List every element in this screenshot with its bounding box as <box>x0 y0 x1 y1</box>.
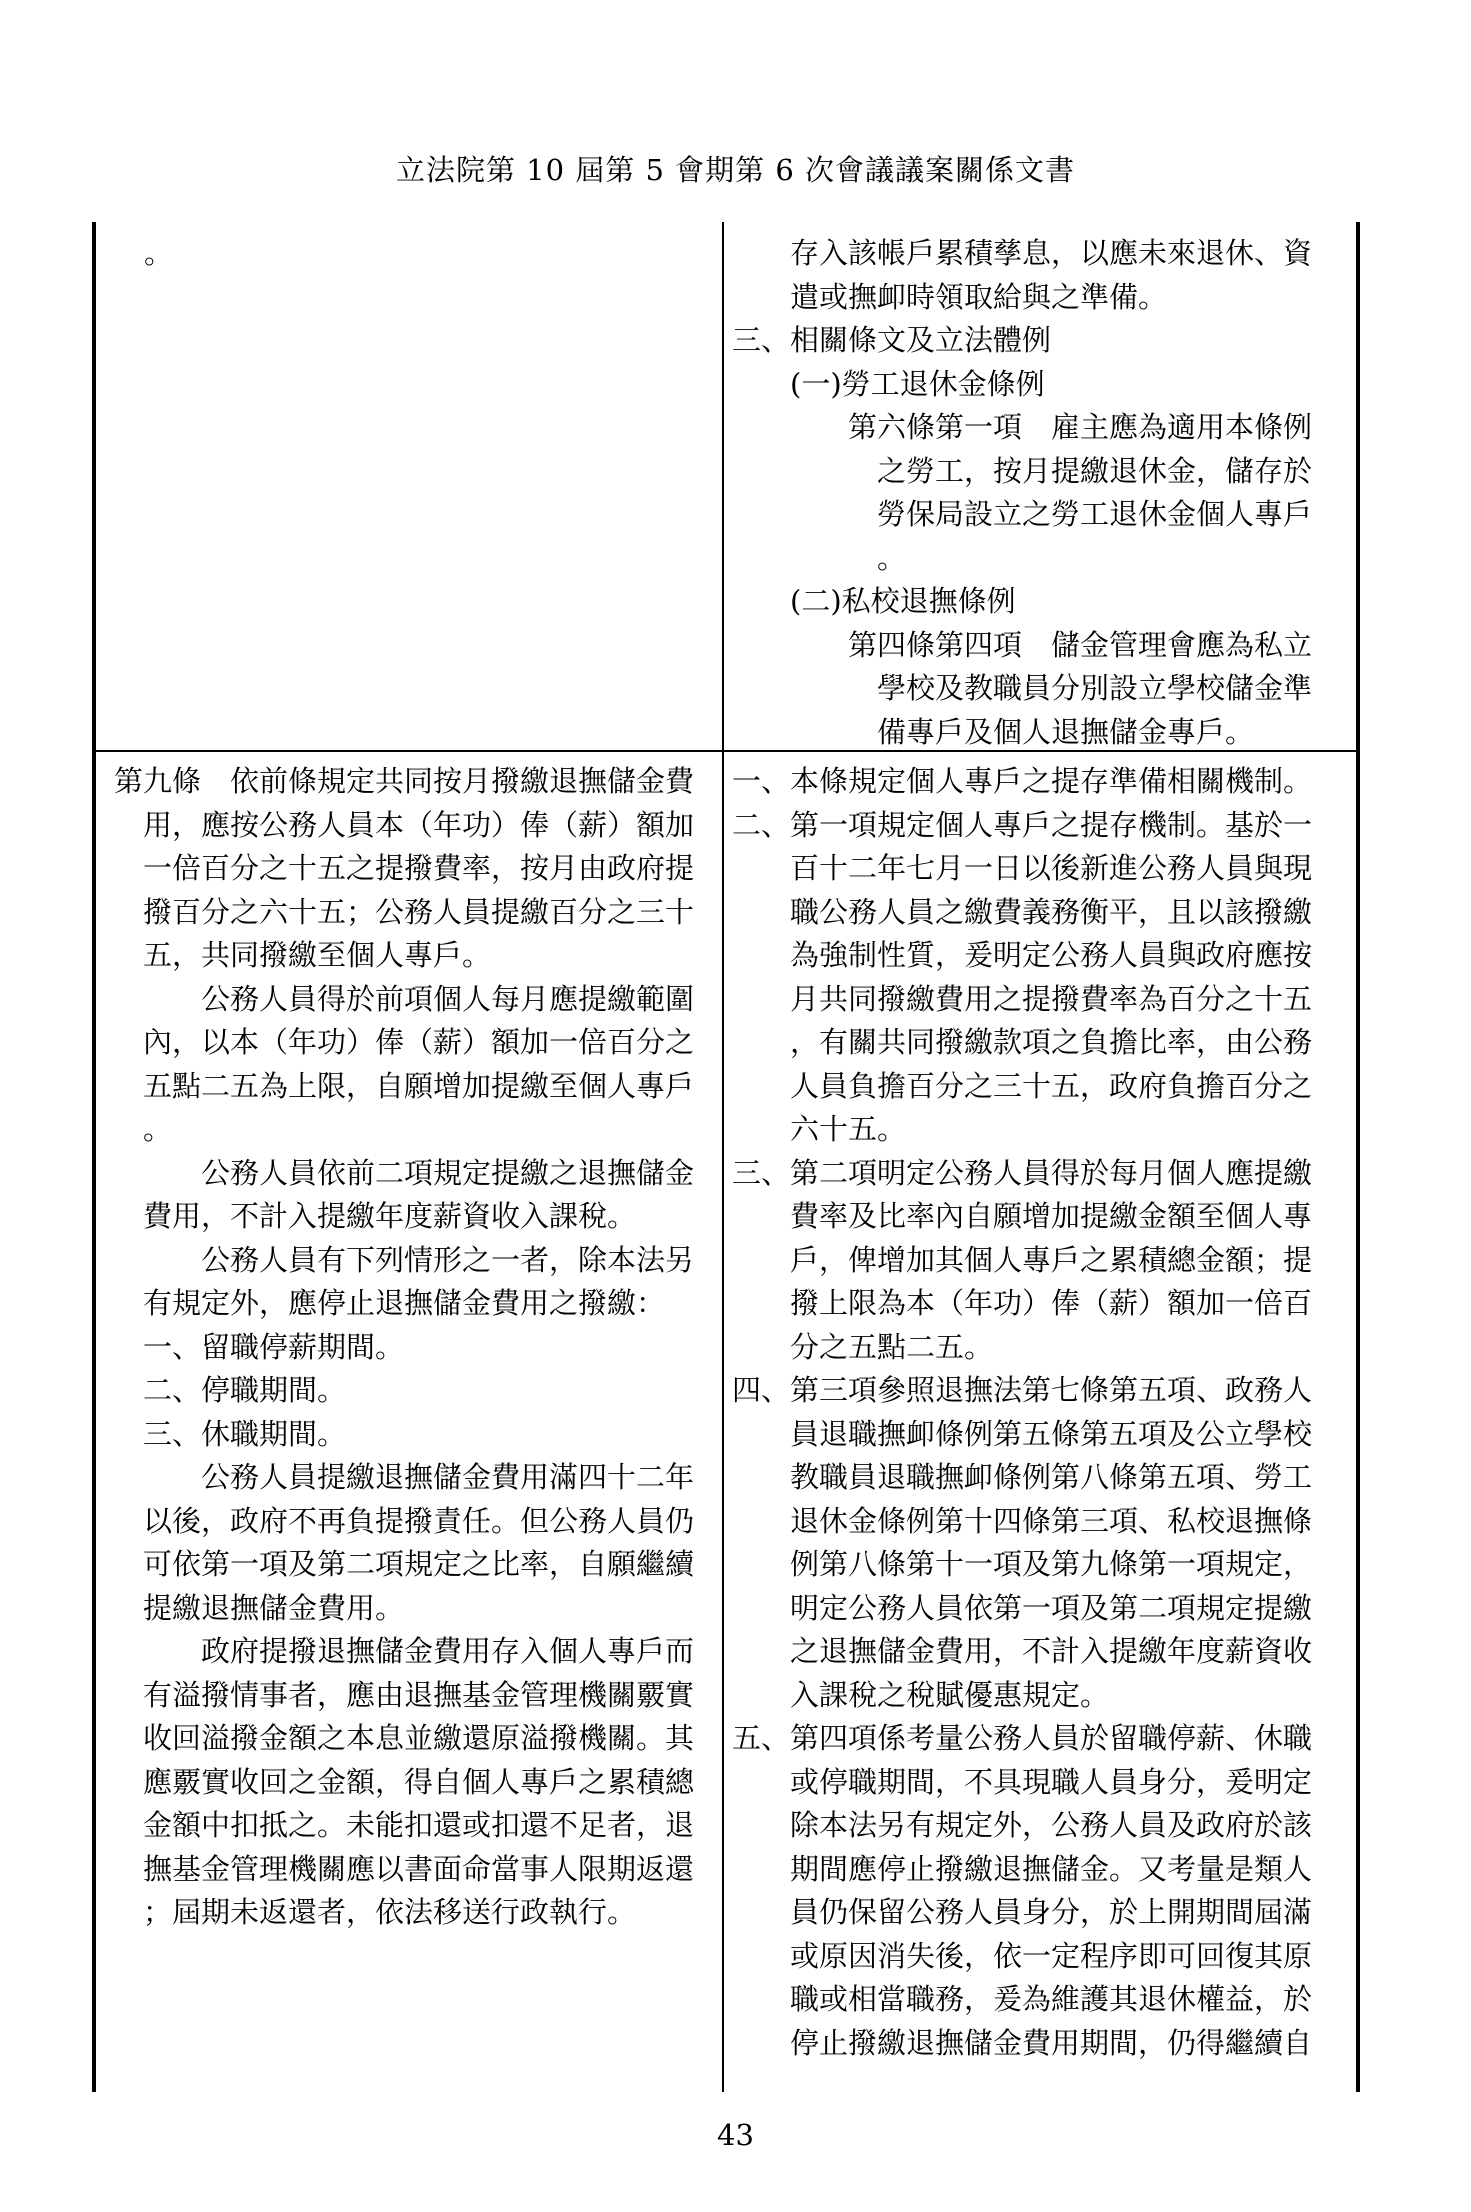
text-line: 月共同撥繳費用之提撥費率為百分之十五 <box>790 981 1313 1016</box>
comparison-table <box>92 222 1360 2092</box>
explanation-item: 一、本條規定個人專戶之提存準備相關機制。 <box>732 764 1313 798</box>
text-line: 戶，俾增加其個人專戶之累積總金額；提 <box>790 1242 1313 1277</box>
text-line: 用，應按公務人員本（年功）俸（薪）額加 <box>143 807 695 842</box>
text-line: 撫基金管理機關應以書面命當事人限期返還 <box>143 1851 695 1886</box>
text-line: 分之五點二五。 <box>790 1329 994 1364</box>
text-line: 收回溢撥金額之本息並繳還原溢撥機關。其 <box>143 1721 695 1755</box>
article-heading: 第九條 依前條規定共同按月撥繳退撫儲金費 <box>114 764 695 798</box>
page-header: 立法院第 10 屆第 5 會期第 6 次會議議案關係文書 <box>395 153 1076 187</box>
text-line: 為強制性質，爰明定公務人員與政府應按 <box>790 938 1313 972</box>
text-line: 金額中扣抵之。未能扣還或扣還不足者，退 <box>143 1808 695 1842</box>
text-line: ，有關共同撥繳款項之負擔比率，由公務 <box>790 1025 1313 1059</box>
text-line: 。 <box>143 1112 173 1146</box>
list-item: 三、休職期間。 <box>143 1416 347 1451</box>
text-line: 費用，不計入提繳年度薪資收入課稅。 <box>143 1199 637 1233</box>
text-line: 第四條第四項 儲金管理會應為私立 <box>848 627 1313 662</box>
text-line: 可依第一項及第二項規定之比率，自願繼續 <box>143 1547 695 1581</box>
explanation-item: 五、第四項係考量公務人員於留職停薪、休職 <box>732 1721 1313 1755</box>
text-line: 。 <box>144 236 174 270</box>
text-line: 備專戶及個人退撫儲金專戶。 <box>877 714 1255 749</box>
text-line: 入課稅之稅賦優惠規定。 <box>790 1677 1110 1712</box>
text-line: 之退撫儲金費用，不計入提繳年度薪資收 <box>790 1634 1313 1668</box>
text-line: 撥百分之六十五；公務人員提繳百分之三十 <box>143 894 695 929</box>
text-line: 公務人員依前二項規定提繳之退撫儲金 <box>201 1155 695 1190</box>
subsection-heading: (二)私校退撫條例 <box>790 584 1016 618</box>
list-item: 二、停職期間。 <box>143 1373 347 1407</box>
text-line: 或原因消失後，依一定程序即可回復其原 <box>790 1938 1313 1973</box>
text-line: 公務人員得於前項個人每月應提繳範圍 <box>201 981 695 1016</box>
text-line: 五點二五為上限，自願增加提繳至個人專戶 <box>143 1068 695 1103</box>
text-line: 提繳退撫儲金費用。 <box>143 1590 405 1625</box>
table-left-border <box>92 222 96 2092</box>
text-line: 明定公務人員依第一項及第二項規定提繳 <box>790 1590 1313 1625</box>
explanation-item: 三、第二項明定公務人員得於每月個人應提繳 <box>732 1155 1313 1190</box>
text-line: 第六條第一項 雇主應為適用本條例 <box>848 410 1313 444</box>
text-line: 學校及教職員分別設立學校儲金準 <box>877 671 1313 705</box>
row2-left-cell <box>114 760 704 1935</box>
text-line: 員仍保留公務人員身分，於上開期間屆滿 <box>790 1895 1313 1929</box>
text-line: 有規定外，應停止退撫儲金費用之撥繳： <box>143 1286 666 1320</box>
text-line: 費率及比率內自願增加提繳金額至個人專 <box>790 1199 1313 1233</box>
section-heading: 三、相關條文及立法體例 <box>732 323 1052 357</box>
text-line: 應覈實收回之金額，得自個人專戶之累積總 <box>143 1764 695 1799</box>
text-line: 以後，政府不再負提撥責任。但公務人員仍 <box>143 1503 695 1538</box>
text-line: 教職員退職撫卹條例第八條第五項、勞工 <box>790 1460 1313 1494</box>
list-item: 一、留職停薪期間。 <box>143 1329 405 1364</box>
text-line: 撥上限為本（年功）俸（薪）額加一倍百 <box>790 1286 1313 1320</box>
text-line: 期間應停止撥繳退撫儲金。又考量是類人 <box>790 1851 1313 1886</box>
text-line: ；屆期未返還者，依法移送行政執行。 <box>143 1895 637 1929</box>
explanation-item: 四、第三項參照退撫法第七條第五項、政務人 <box>732 1373 1313 1407</box>
page-number: 43 <box>717 2118 754 2152</box>
table-column-divider <box>722 222 724 2092</box>
text-line: 。 <box>877 540 907 575</box>
text-line: 勞保局設立之勞工退休金個人專戶 <box>877 497 1313 531</box>
text-line: 除本法另有規定外，公務人員及政府於該 <box>790 1808 1313 1842</box>
text-line: 公務人員有下列情形之一者，除本法另 <box>201 1242 695 1277</box>
text-line: 有溢撥情事者，應由退撫基金管理機關覈實 <box>143 1677 695 1712</box>
explanation-item: 二、第一項規定個人專戶之提存機制。基於一 <box>732 807 1313 842</box>
text-line: 職或相當職務，爰為維護其退休權益，於 <box>790 1982 1313 2016</box>
text-line: 政府提撥退撫儲金費用存入個人專戶而 <box>201 1634 695 1668</box>
text-line: 五，共同撥繳至個人專戶。 <box>143 938 492 972</box>
row2-right-cell <box>732 760 1342 2065</box>
text-line: 人員負擔百分之三十五，政府負擔百分之 <box>790 1068 1313 1103</box>
text-line: 停止撥繳退撫儲金費用期間，仍得繼續自 <box>790 2025 1313 2060</box>
text-line: 退休金條例第十四條第三項、私校退撫條 <box>790 1503 1313 1538</box>
row1-left-cell <box>144 232 704 276</box>
text-line: 或停職期間，不具現職人員身分，爰明定 <box>790 1764 1313 1799</box>
subsection-heading: (一)勞工退休金條例 <box>790 366 1045 401</box>
row1-right-cell <box>732 232 1342 754</box>
text-line: 職公務人員之繳費義務衡平，且以該撥繳 <box>790 894 1313 929</box>
text-line: 公務人員提繳退撫儲金費用滿四十二年 <box>201 1460 695 1494</box>
text-line: 百十二年七月一日以後新進公務人員與現 <box>790 851 1313 885</box>
text-line: 六十五。 <box>790 1112 907 1146</box>
text-line: 員退職撫卹條例第五條第五項及公立學校 <box>790 1416 1313 1451</box>
text-line: 存入該帳戶累積孳息，以應未來退休、資 <box>790 236 1313 270</box>
text-line: 一倍百分之十五之提撥費率，按月由政府提 <box>143 851 695 885</box>
text-line: 之勞工，按月提繳退休金，儲存於 <box>877 453 1313 488</box>
text-line: 例第八條第十一項及第九條第一項規定， <box>790 1547 1313 1581</box>
table-right-border <box>1356 222 1360 2092</box>
text-line: 內，以本（年功）俸（薪）額加一倍百分之 <box>143 1025 695 1059</box>
text-line: 遣或撫卹時領取給與之準備。 <box>790 279 1168 314</box>
